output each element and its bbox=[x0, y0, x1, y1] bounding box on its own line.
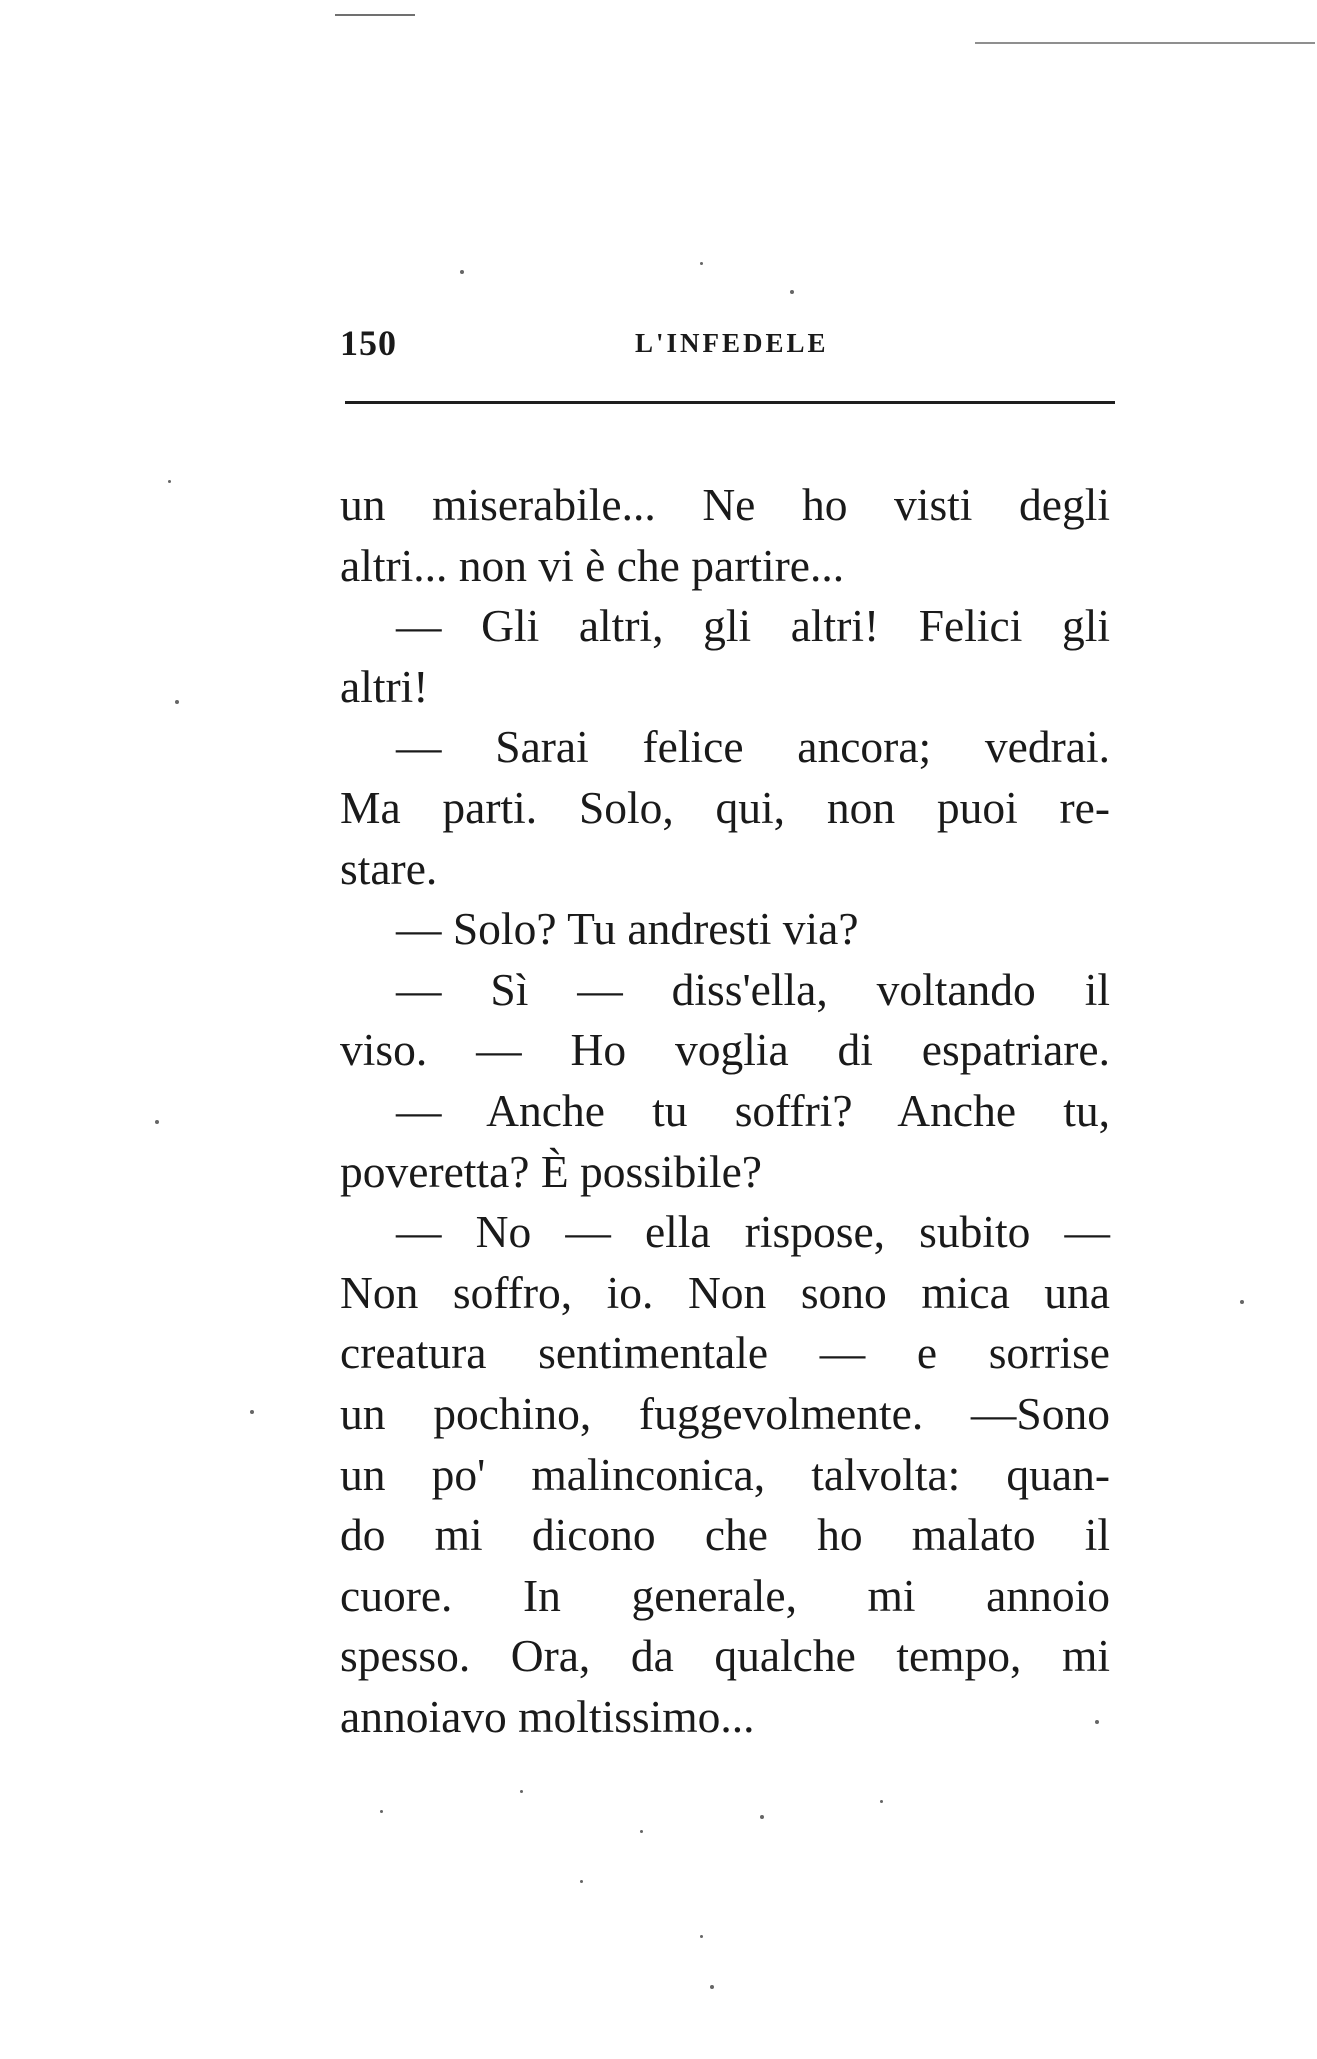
scan-speck bbox=[640, 1830, 643, 1833]
scan-speck bbox=[790, 290, 794, 294]
text-line: cuore. In generale, mi annoio bbox=[340, 1569, 1110, 1621]
text-line: — Sì — diss'ella, voltando il bbox=[396, 963, 1110, 1015]
scan-speck bbox=[580, 1880, 583, 1883]
text-line: — Gli altri, gli altri! Felici gli bbox=[396, 600, 1110, 652]
text-line: stare. bbox=[340, 842, 438, 894]
scan-speck bbox=[700, 262, 703, 265]
scan-speck bbox=[1240, 1300, 1244, 1304]
scan-speck bbox=[250, 1410, 254, 1414]
text-line: un pochino, fuggevolmente. —Sono bbox=[340, 1387, 1110, 1439]
scan-speck bbox=[168, 480, 171, 483]
text-line: un po' malinconica, talvolta: quan- bbox=[340, 1448, 1110, 1500]
scan-speck bbox=[155, 1120, 159, 1124]
text-line: do mi dicono che ho malato il bbox=[340, 1509, 1110, 1561]
scan-mark-top-right bbox=[975, 42, 1315, 44]
text-line: — No — ella rispose, subito — bbox=[396, 1206, 1110, 1258]
scan-speck bbox=[520, 1790, 523, 1793]
text-line: — Anche tu soffri? Anche tu, bbox=[396, 1084, 1110, 1136]
text-line: Ma parti. Solo, qui, non puoi re- bbox=[340, 781, 1110, 833]
text-line: poveretta? È possibile? bbox=[340, 1145, 762, 1197]
scan-speck bbox=[710, 1985, 714, 1989]
running-title: L'INFEDELE bbox=[635, 328, 829, 358]
text-line: Non soffro, io. Non sono mica una bbox=[340, 1266, 1110, 1318]
text-line: un miserabile... Ne ho visti degli bbox=[340, 479, 1110, 530]
scan-speck bbox=[760, 1815, 764, 1819]
text-line: altri! bbox=[340, 660, 429, 712]
text-line: spesso. Ora, da qualche tempo, mi bbox=[340, 1630, 1110, 1682]
text-line: — Sarai felice ancora; vedrai. bbox=[396, 721, 1110, 773]
scan-speck bbox=[460, 270, 464, 274]
header-rule bbox=[345, 401, 1115, 404]
running-header bbox=[340, 322, 1110, 372]
scan-speck bbox=[880, 1800, 883, 1803]
body-text bbox=[340, 475, 1110, 1747]
scan-speck bbox=[1095, 1720, 1099, 1724]
text-line: — Solo? Tu andresti via? bbox=[396, 903, 859, 955]
text-line: annoiavo moltissimo... bbox=[340, 1690, 755, 1742]
text-line: creatura sentimentale — e sorrise bbox=[340, 1327, 1110, 1379]
scan-speck bbox=[700, 1935, 703, 1938]
text-line: altri... non vi è che partire... bbox=[340, 539, 845, 591]
scan-speck bbox=[175, 700, 179, 704]
text-line: viso. — Ho voglia di espatriare. bbox=[340, 1024, 1110, 1076]
page-number: 150 bbox=[340, 323, 397, 363]
scan-speck bbox=[380, 1810, 383, 1813]
scan-mark-top-left bbox=[335, 14, 415, 16]
